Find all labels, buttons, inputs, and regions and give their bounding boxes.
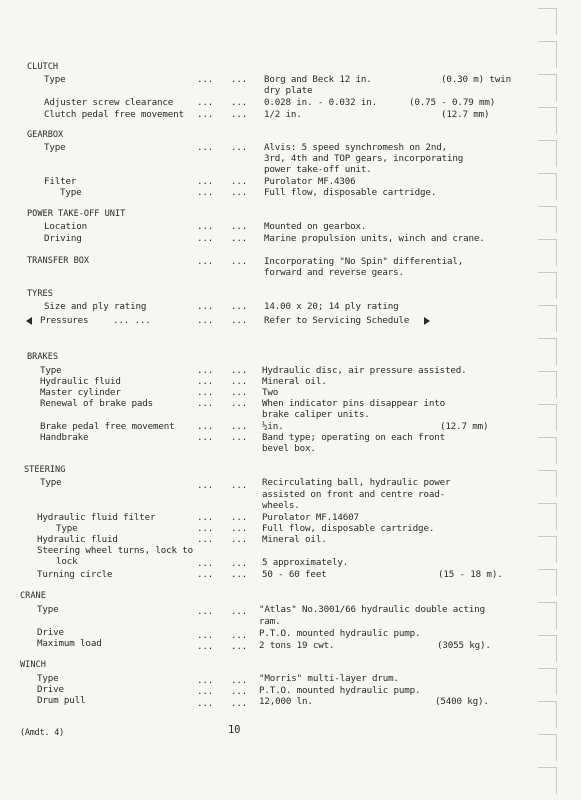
- binder-tab: [538, 734, 557, 761]
- binder-tab: [538, 503, 557, 530]
- tyres-pressures-value: Refer to Servicing Schedule: [264, 315, 410, 326]
- leader-dots: ...: [231, 698, 248, 709]
- brakes-pedal-label: Brake pedal free movement: [40, 421, 175, 432]
- crane-type-value: "Atlas" No.3001/66 hydraulic double acting: [259, 604, 486, 615]
- tyres-heading: TYRES: [27, 289, 53, 299]
- leader-dots: ...: [197, 233, 214, 244]
- gearbox-type-value-cont: power take-off unit.: [264, 164, 372, 175]
- clutch-adjuster-metric: (0.75 - 0.79 mm): [409, 97, 496, 108]
- binder-tab: [538, 668, 557, 695]
- leader-dots: ...: [197, 421, 214, 432]
- winch-type-value: "Morris" multi-layer drum.: [259, 673, 399, 684]
- leader-dots: ...: [231, 176, 248, 187]
- crane-load-metric: (3055 kg).: [437, 640, 491, 651]
- leader-dots: ...: [231, 376, 248, 387]
- page-number: 10: [228, 724, 241, 736]
- leader-dots: ...: [197, 480, 214, 491]
- leader-dots: ...: [197, 523, 214, 534]
- binder-tab: [538, 305, 557, 332]
- pto-driving-value: Marine propulsion units, winch and crane.: [264, 233, 485, 244]
- binder-tab: [538, 767, 557, 794]
- pressures-leader-dots: ... ...: [113, 315, 151, 326]
- leader-dots: ...: [231, 109, 248, 120]
- brakes-master-value: Two: [262, 387, 279, 398]
- right-arrow-icon: [424, 317, 430, 325]
- binder-tab: [538, 338, 557, 365]
- leader-dots: ...: [231, 641, 248, 652]
- pto-location-value: Mounted on gearbox.: [264, 221, 367, 232]
- steering-fluid-label: Hydraulic fluid: [37, 534, 118, 545]
- leader-dots: ...: [197, 187, 214, 198]
- transfer-value: Incorporating "No Spin" differential,: [264, 256, 464, 267]
- transfer-heading: TRANSFER BOX: [27, 256, 90, 266]
- tyres-size-value: 14.00 x 20; 14 ply rating: [264, 301, 399, 312]
- leader-dots: ...: [197, 176, 214, 187]
- leader-dots: ...: [231, 387, 248, 398]
- tyres-pressures-label: Pressures: [40, 315, 89, 326]
- leader-dots: ...: [197, 398, 214, 409]
- winch-pull-label: Drum pull: [37, 695, 86, 706]
- leader-dots: ...: [231, 233, 248, 244]
- leader-dots: ...: [231, 365, 248, 376]
- amendment-note: (Amdt. 4): [20, 727, 65, 737]
- binder-tab: [538, 536, 557, 563]
- leader-dots: ...: [231, 301, 248, 312]
- binder-tab: [538, 569, 557, 596]
- leader-dots: ...: [197, 569, 214, 580]
- brakes-handbrake-value-cont: bevel box.: [262, 443, 316, 454]
- binder-tab: [538, 701, 557, 728]
- transfer-value-cont: forward and reverse gears.: [264, 267, 404, 278]
- binder-tab: [538, 206, 557, 233]
- leader-dots: ...: [231, 142, 248, 153]
- binder-tab: [538, 635, 557, 662]
- leader-dots: ...: [197, 630, 214, 641]
- winch-heading: WINCH: [20, 660, 46, 670]
- binder-tab: [538, 272, 557, 299]
- clutch-pedal-label: Clutch pedal free movement: [44, 109, 184, 120]
- leader-dots: ...: [231, 512, 248, 523]
- binder-tab: [538, 404, 557, 431]
- gearbox-filter-label: Filter: [44, 176, 77, 187]
- brakes-handbrake-value: Band type; operating on each front: [262, 432, 445, 443]
- leader-dots: ...: [197, 142, 214, 153]
- brakes-handbrake-label: Handbrake: [40, 432, 89, 443]
- leader-dots: ...: [197, 256, 214, 267]
- leader-dots: ...: [231, 480, 248, 491]
- clutch-type-label: Type: [44, 74, 66, 85]
- leader-dots: ...: [197, 534, 214, 545]
- binder-tab: [538, 107, 557, 134]
- leader-dots: ...: [231, 534, 248, 545]
- leader-dots: ...: [197, 376, 214, 387]
- leader-dots: ...: [197, 109, 214, 120]
- steering-circle-label: Turning circle: [37, 569, 113, 580]
- binder-tab: [538, 173, 557, 200]
- binder-tab: [538, 140, 557, 167]
- steering-turns-value: 5 approximately.: [262, 557, 349, 568]
- brakes-pads-value: When indicator pins disappear into: [262, 398, 445, 409]
- leader-dots: ...: [197, 315, 214, 326]
- left-arrow-icon: [26, 317, 32, 325]
- leader-dots: ...: [197, 432, 214, 443]
- brakes-fluid-label: Hydraulic fluid: [40, 376, 121, 387]
- leader-dots: ...: [197, 675, 214, 686]
- leader-dots: ...: [231, 398, 248, 409]
- gearbox-type-label: Type: [44, 142, 66, 153]
- steering-circle-value: 50 - 60 feet: [262, 569, 327, 580]
- leader-dots: ...: [231, 187, 248, 198]
- brakes-type-value: Hydraulic disc, air pressure assisted.: [262, 365, 467, 376]
- pto-heading: POWER TAKE-OFF UNIT: [27, 209, 126, 219]
- clutch-type-value-cont: dry plate: [264, 85, 313, 96]
- leader-dots: ...: [197, 641, 214, 652]
- winch-pull-metric: (5400 kg).: [435, 696, 489, 707]
- steering-filter-value: Purolator MF.14607: [262, 512, 359, 523]
- leader-dots: ...: [197, 301, 214, 312]
- crane-type-label: Type: [37, 604, 59, 615]
- crane-drive-value: P.T.O. mounted hydraulic pump.: [259, 628, 421, 639]
- steering-type-value-cont: wheels.: [262, 500, 300, 511]
- gearbox-filter-value: Purolator MF.4306: [264, 176, 356, 187]
- steering-type-label: Type: [40, 477, 62, 488]
- steering-filter-type-value: Full flow, disposable cartridge.: [262, 523, 435, 534]
- leader-dots: ...: [197, 97, 214, 108]
- leader-dots: ...: [231, 606, 248, 617]
- leader-dots: ...: [231, 558, 248, 569]
- leader-dots: ...: [197, 512, 214, 523]
- binder-tab: [538, 371, 557, 398]
- steering-turns-label: Steering wheel turns, lock to: [37, 545, 194, 556]
- brakes-heading: BRAKES: [27, 352, 59, 362]
- leader-dots: ...: [197, 606, 214, 617]
- gearbox-type-value-cont: 3rd, 4th and TOP gears, incorporating: [264, 153, 464, 164]
- leader-dots: ...: [231, 97, 248, 108]
- tyres-size-label: Size and ply rating: [44, 301, 147, 312]
- crane-load-label: Maximum load: [37, 638, 102, 649]
- leader-dots: ...: [231, 569, 248, 580]
- gearbox-filter-type-label: Type: [60, 187, 82, 198]
- binder-tab: [538, 437, 557, 464]
- crane-heading: CRANE: [20, 591, 46, 601]
- crane-type-value-cont: ram.: [259, 616, 281, 627]
- binder-tab: [538, 41, 557, 68]
- steering-heading: STEERING: [24, 465, 66, 475]
- binder-tab: [538, 239, 557, 266]
- clutch-type-value: Borg and Beck 12 in.: [264, 74, 372, 85]
- leader-dots: ...: [197, 698, 214, 709]
- winch-pull-value: 12,000 ln.: [259, 696, 313, 707]
- brakes-pads-value-cont: brake caliper units.: [262, 409, 370, 420]
- leader-dots: ...: [231, 315, 248, 326]
- leader-dots: ...: [197, 558, 214, 569]
- leader-dots: ...: [231, 686, 248, 697]
- gearbox-heading: GEARBOX: [27, 130, 64, 140]
- gearbox-filter-type-value: Full flow, disposable cartridge.: [264, 187, 437, 198]
- winch-drive-label: Drive: [37, 684, 64, 695]
- leader-dots: ...: [197, 74, 214, 85]
- brakes-pedal-metric: (12.7 mm): [440, 421, 489, 432]
- steering-turns-label-cont: lock: [56, 556, 78, 567]
- leader-dots: ...: [197, 221, 214, 232]
- leader-dots: ...: [231, 675, 248, 686]
- leader-dots: ...: [231, 221, 248, 232]
- clutch-pedal-metric: (12.7 mm): [441, 109, 490, 120]
- winch-drive-value: P.T.O. mounted hydraulic pump.: [259, 685, 421, 696]
- steering-circle-metric: (15 - 18 m).: [438, 569, 503, 580]
- clutch-adjuster-value: 0.028 in. - 0.032 in.: [264, 97, 378, 108]
- leader-dots: ...: [231, 421, 248, 432]
- binder-tab: [538, 470, 557, 497]
- leader-dots: ...: [231, 256, 248, 267]
- leader-dots: ...: [197, 387, 214, 398]
- leader-dots: ...: [231, 74, 248, 85]
- crane-drive-label: Drive: [37, 627, 64, 638]
- brakes-pads-label: Renewal of brake pads: [40, 398, 154, 409]
- pto-location-label: Location: [44, 221, 88, 232]
- brakes-master-label: Master cylinder: [40, 387, 121, 398]
- clutch-heading: CLUTCH: [27, 62, 59, 72]
- leader-dots: ...: [231, 523, 248, 534]
- leader-dots: ...: [197, 686, 214, 697]
- steering-fluid-value: Mineral oil.: [262, 534, 327, 545]
- gearbox-type-value: Alvis: 5 speed synchromesh on 2nd,: [264, 142, 447, 153]
- steering-type-value-cont: assisted on front and centre road-: [262, 489, 445, 500]
- steering-filter-label: Hydraulic fluid filter: [37, 512, 156, 523]
- brakes-fluid-value: Mineral oil.: [262, 376, 327, 387]
- brakes-pedal-value: ½in.: [262, 421, 284, 432]
- steering-filter-type-label: Type: [56, 523, 78, 534]
- leader-dots: ...: [231, 432, 248, 443]
- binder-tab: [538, 602, 557, 629]
- clutch-pedal-value: 1/2 in.: [264, 109, 302, 120]
- clutch-type-metric: (0.30 m) twin: [441, 74, 511, 85]
- clutch-adjuster-label: Adjuster screw clearance: [44, 97, 174, 108]
- brakes-type-label: Type: [40, 365, 62, 376]
- steering-type-value: Recirculating ball, hydraulic power: [262, 477, 451, 488]
- crane-load-value: 2 tons 19 cwt.: [259, 640, 335, 651]
- binder-tab: [538, 74, 557, 101]
- leader-dots: ...: [231, 630, 248, 641]
- leader-dots: ...: [197, 365, 214, 376]
- binder-tab: [538, 8, 557, 35]
- binder-tab-strip: [538, 0, 581, 800]
- pto-driving-label: Driving: [44, 233, 82, 244]
- winch-type-label: Type: [37, 673, 59, 684]
